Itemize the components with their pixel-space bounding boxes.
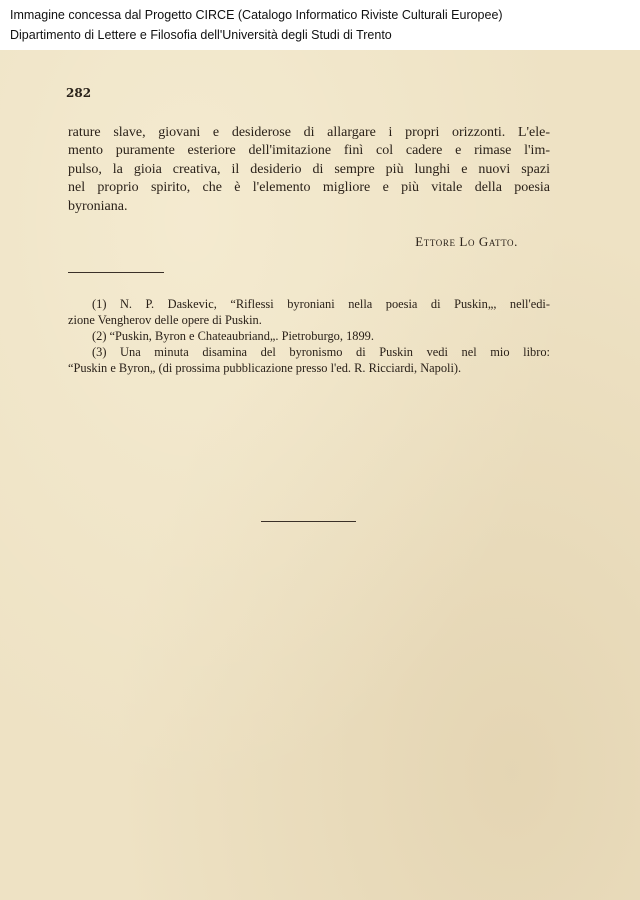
body-line: nel proprio spirito, che è l'elemento migliore e più vitale della poesia [68, 180, 550, 196]
footnote-separator [68, 272, 164, 273]
footnote-line: (1) N. P. Daskevic, “Riflessi byroniani nella poesia di Puskin„, nell'edi- [92, 297, 550, 311]
body-line: byroniana. [68, 198, 128, 214]
attribution-line-1: Immagine concessa dal Progetto CIRCE (Catalogo Informatico Riviste Culturali Europee) [10, 8, 503, 22]
body-line: mento puramente esteriore dell'imitazione finì col cadere e rimase l'im- [68, 143, 550, 159]
footnote-line: (2) “Puskin, Byron e Chateaubriand„. Pietroburgo, 1899. [92, 329, 374, 343]
author-signature: Ettore Lo Gatto. [415, 234, 518, 249]
attribution-line-2: Dipartimento di Lettere e Filosofia dell'Università degli Studi di Trento [10, 28, 392, 42]
footnote-3 [68, 344, 550, 376]
attribution-banner [0, 0, 640, 50]
footnotes [68, 296, 550, 376]
footnote-2 [68, 328, 550, 344]
page-number: 282 [66, 86, 92, 100]
footnote-1 [68, 296, 550, 328]
body-line: pulso, la gioia creativa, il desiderio di sempre più lunghi e nuovi spazi [68, 161, 550, 177]
end-rule [261, 521, 356, 522]
body-line: rature slave, giovani e desiderose di allargare i propri orizzonti. L'ele- [68, 125, 550, 140]
scanned-page [0, 50, 640, 900]
body-paragraph [68, 124, 550, 216]
footnote-line: (3) Una minuta disamina del byronismo di Puskin vedi nel mio libro: [92, 345, 550, 359]
footnote-line: zione Vengherov delle opere di Puskin. [68, 313, 262, 327]
footnote-line: “Puskin e Byron„ (di prossima pubblicazione presso l'ed. R. Ricciardi, Napoli). [68, 361, 462, 375]
